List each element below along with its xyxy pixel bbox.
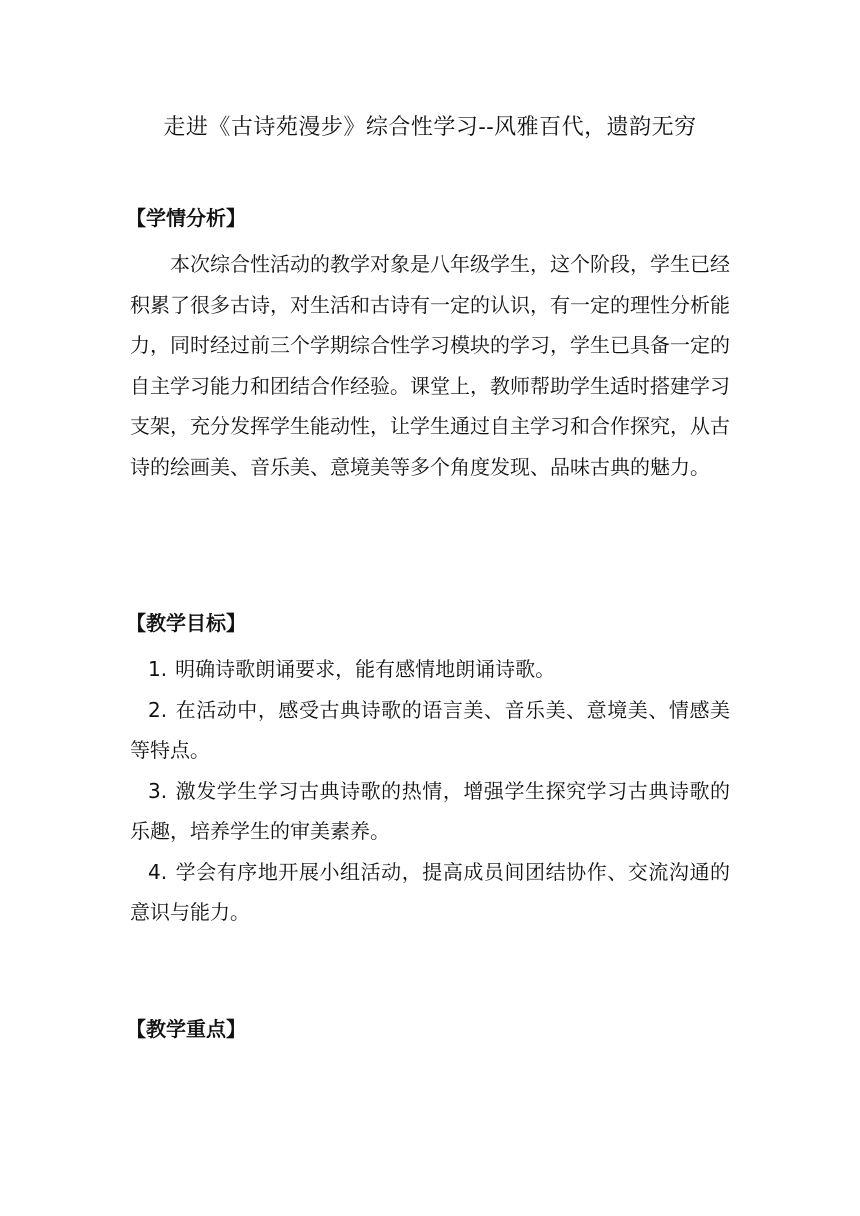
goal-number: 2.: [148, 697, 168, 722]
goal-text: 明确诗歌朗诵要求，能有感情地朗诵诗歌。: [175, 657, 556, 681]
goal-text: 激发学生学习古典诗歌的热情，增强学生探究学习古典诗歌的乐趣，培养学生的审美素养。: [130, 778, 730, 843]
section-heading-key-points: 【教学重点】: [126, 1017, 246, 1041]
section-heading-analysis: 【学情分析】: [126, 206, 246, 230]
section-heading-goals: 【教学目标】: [126, 611, 246, 635]
goal-text: 在活动中，感受古典诗歌的语言美、音乐美、意境美、情感美等特点。: [130, 697, 730, 762]
document-title: 走进《古诗苑漫步》综合性学习--风雅百代，遗韵无穷: [163, 115, 697, 140]
goal-item-3: [130, 771, 730, 852]
analysis-paragraph: 本次综合性活动的教学对象是八年级学生，这个阶段，学生已经积累了很多古诗，对生活和古诗有一定的认识，有一定的理性分析能力，同时经过前三个学期综合性学习模块的学习，学生已具备一定的自主学习能力和团结合作经验。课堂上，教师帮助学生适时搭建学习支架，充分发挥学生能动性，让学生通过自主学习和合作探究，从古诗的绘画美、音乐美、意境美等多个角度发现、品味古典的魅力。: [130, 252, 730, 479]
goal-number: 4.: [148, 859, 168, 884]
goal-number: 3.: [148, 778, 168, 803]
goal-item-1: [130, 649, 730, 690]
goal-item-2: [130, 690, 730, 771]
goals-list: [130, 649, 730, 933]
goal-text: 学会有序地开展小组活动，提高成员间团结协作、交流沟通的意识与能力。: [130, 859, 730, 924]
goal-item-4: [130, 852, 730, 933]
goal-number: 1.: [148, 657, 168, 681]
